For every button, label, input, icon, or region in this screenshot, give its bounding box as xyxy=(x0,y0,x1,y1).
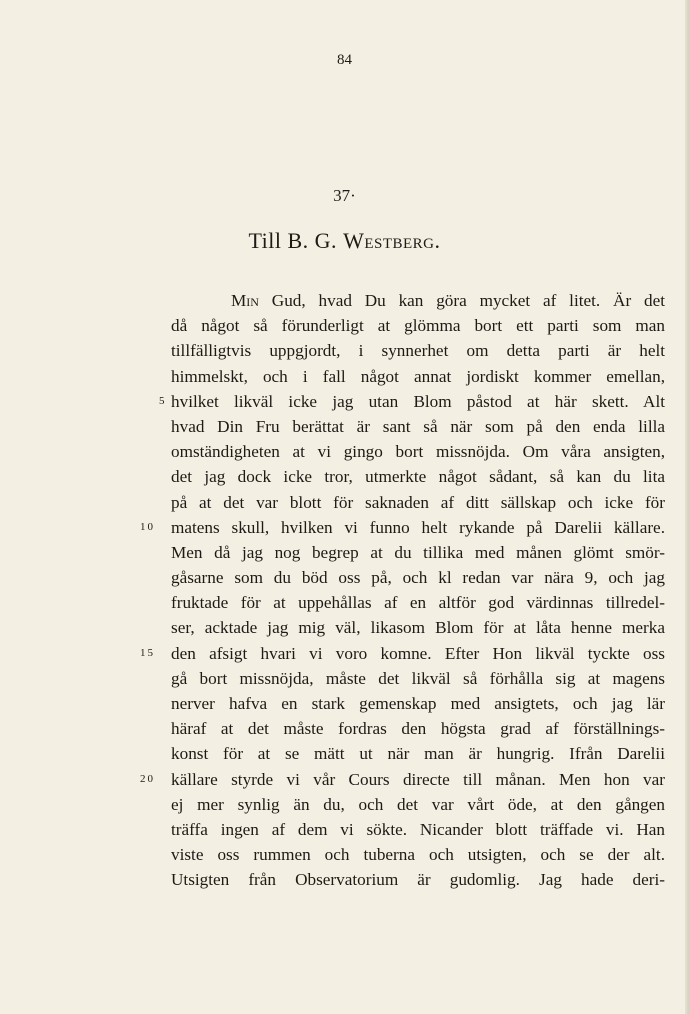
text-line-13: fruktade för at uppehållas af en altför god värdinnas tillredel- xyxy=(171,593,665,613)
text-line-5-content: hvilket likväl icke jag utan Blom påstod at här skett. Alt xyxy=(171,391,665,411)
text-line-2: då något så förunderligt at glömma bort ett parti som man xyxy=(171,316,665,336)
text-line-14: ser, acktade jag mig väl, likasom Blom för at låta henne merka xyxy=(171,618,665,638)
line-number-15: 15 xyxy=(140,646,155,659)
line-number-5: 5 xyxy=(159,394,165,407)
page-edge xyxy=(685,0,689,1014)
text-line-18: häraf at det måste fordras den högsta grad af förställnings- xyxy=(171,719,665,739)
text-line-12: gåsarne som du böd oss på, och kl redan var nära 9, och jag xyxy=(171,568,665,588)
opening-word: Min xyxy=(231,291,259,310)
text-line-1 xyxy=(171,288,665,313)
text-line-23: viste oss rummen och tuberna och utsigten, och se der alt. xyxy=(171,845,665,865)
text-line-15-content: den afsigt hvari vi voro komne. Efter Hon likväl tyckte oss xyxy=(171,643,665,663)
text-line-15 xyxy=(140,641,665,666)
letter-body xyxy=(140,288,665,893)
text-line-4: himmelskt, och i fall något annat jordiskt kommer emellan, xyxy=(171,366,665,386)
text-line-21: ej mer synlig än du, och det var vårt öde, at den gången xyxy=(171,794,665,814)
text-line-1-rest: Gud, hvad Du kan göra mycket af litet. Är det xyxy=(258,291,665,310)
text-line-8: det jag dock icke tror, utmerkte något sådant, så kan du lita xyxy=(171,467,665,487)
text-line-9: på at det var blott för saknaden af ditt sällskap och icke för xyxy=(171,492,665,512)
page-number: 84 xyxy=(337,52,352,68)
text-line-7: omständigheten at vi gingo bort missnöjda. Om våra ansigten, xyxy=(171,442,665,462)
recipient-name: Westberg. xyxy=(343,228,441,253)
text-line-22: träffa ingen af dem vi sökte. Nicander blott träffade vi. Han xyxy=(171,819,665,839)
text-line-10 xyxy=(140,515,665,540)
text-line-16: gå bort missnöjda, måste det likväl så förhålla sig at magens xyxy=(171,668,665,688)
text-line-6: hvad Din Fru berättat är sant så när som på den enda lilla xyxy=(171,416,665,436)
line-number-10: 10 xyxy=(140,520,155,533)
text-line-17: nerver hafva en stark gemenskap med ansigtets, och jag lär xyxy=(171,694,665,713)
text-line-5 xyxy=(159,389,665,414)
text-line-20-content: källare styrde vi vår Cours directe till månan. Men hon var xyxy=(171,769,665,789)
text-line-24: Utsigten från Observatorium är gudomlig. Jag hade deri- xyxy=(171,870,665,890)
text-line-19: konst för at se mätt ut när man är hungrig. Ifrån Darelii xyxy=(171,744,665,764)
text-line-11: Men då jag nog begrep at du tillika med månen glömt smör- xyxy=(171,542,665,562)
text-line-3: tillfälligtvis uppgjordt, i synnerhet om detta parti är helt xyxy=(171,341,665,361)
text-line-10-content: matens skull, hvilken vi funno helt rykande på Darelii källare. xyxy=(171,517,665,537)
text-line-20 xyxy=(140,767,665,792)
letter-heading xyxy=(0,228,689,254)
letter-number: 37· xyxy=(333,186,356,205)
recipient-prefix: Till B. G. xyxy=(248,228,344,253)
line-number-20: 20 xyxy=(140,772,155,785)
